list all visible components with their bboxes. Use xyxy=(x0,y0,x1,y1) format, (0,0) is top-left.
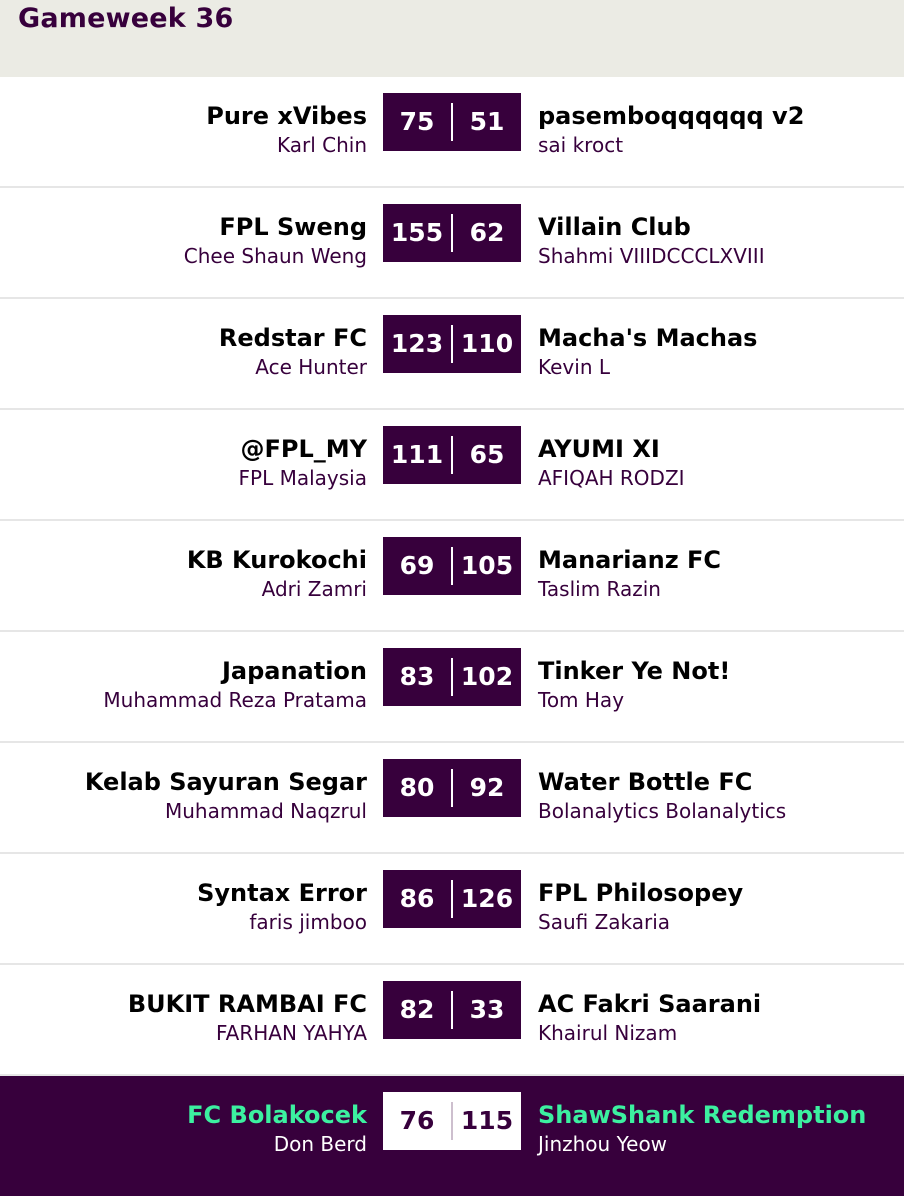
away-score: 65 xyxy=(469,440,505,469)
fixture-row[interactable] xyxy=(0,854,904,965)
home-score: 80 xyxy=(399,773,435,802)
home-manager-name: Ace Hunter xyxy=(255,355,367,379)
fixture-row[interactable] xyxy=(0,743,904,854)
home-team[interactable] xyxy=(37,1100,367,1158)
away-manager-name: Khairul Nizam xyxy=(538,1021,678,1045)
away-score: 115 xyxy=(460,1106,514,1135)
away-manager-name: Jinzhou Yeow xyxy=(538,1132,668,1156)
score-divider xyxy=(451,1102,453,1140)
fixture-row[interactable] xyxy=(0,965,904,1076)
fixture-row[interactable] xyxy=(0,410,904,521)
page-title: Gameweek 36 xyxy=(18,3,234,34)
score-box xyxy=(383,315,521,373)
away-team-name: Villain Club xyxy=(538,213,691,241)
home-score: 86 xyxy=(399,884,435,913)
home-score: 76 xyxy=(399,1106,435,1135)
away-team-name: AYUMI XI xyxy=(538,435,660,463)
home-manager-name: Chee Shaun Weng xyxy=(183,244,367,268)
away-score: 51 xyxy=(469,107,505,136)
home-team-name: Kelab Sayuran Segar xyxy=(84,768,367,796)
away-manager-name: Shahmi VIIIDCCCLXVIII xyxy=(538,244,765,268)
score-box xyxy=(383,648,521,706)
home-manager-name: FPL Malaysia xyxy=(238,466,367,490)
away-team-name: ShawShank Redemption xyxy=(538,1101,867,1129)
away-manager-name: AFIQAH RODZI xyxy=(538,466,685,490)
fixture-row[interactable] xyxy=(0,632,904,743)
home-team-name: Redstar FC xyxy=(218,324,367,352)
home-team[interactable] xyxy=(37,656,367,714)
score-box xyxy=(383,870,521,928)
score-box xyxy=(383,93,521,151)
home-manager-name: faris jimboo xyxy=(249,910,367,934)
away-score: 110 xyxy=(460,329,514,358)
fixture-row-highlighted[interactable] xyxy=(0,1076,904,1196)
away-team-name: Macha's Machas xyxy=(538,324,758,352)
home-team-name: @FPL_MY xyxy=(240,435,367,463)
away-team[interactable] xyxy=(538,767,868,825)
score-box xyxy=(383,981,521,1039)
away-score: 126 xyxy=(460,884,514,913)
home-team-name: Japanation xyxy=(221,657,367,685)
home-score: 75 xyxy=(399,107,435,136)
away-team-name: AC Fakri Saarani xyxy=(538,990,762,1018)
away-team[interactable] xyxy=(538,1100,868,1158)
fixture-row[interactable] xyxy=(0,188,904,299)
away-team[interactable] xyxy=(538,989,868,1047)
home-team[interactable] xyxy=(37,212,367,270)
home-team-name: Syntax Error xyxy=(197,879,367,907)
home-score: 82 xyxy=(399,995,435,1024)
home-score: 69 xyxy=(399,551,435,580)
away-team-name: Manarianz FC xyxy=(538,546,722,574)
away-manager-name: sai kroct xyxy=(538,133,624,157)
home-score: 123 xyxy=(390,329,444,358)
home-manager-name: Don Berd xyxy=(273,1132,367,1156)
away-team[interactable] xyxy=(538,212,868,270)
home-team[interactable] xyxy=(37,767,367,825)
away-team[interactable] xyxy=(538,878,868,936)
score-box xyxy=(383,426,521,484)
away-team[interactable] xyxy=(538,434,868,492)
away-team-name: Tinker Ye Not! xyxy=(538,657,731,685)
away-score: 62 xyxy=(469,218,505,247)
page-header xyxy=(0,0,904,77)
fixture-row[interactable] xyxy=(0,521,904,632)
fixture-row[interactable] xyxy=(0,77,904,188)
home-team[interactable] xyxy=(37,989,367,1047)
home-team-name: KB Kurokochi xyxy=(186,546,367,574)
away-team-name: Water Bottle FC xyxy=(538,768,753,796)
away-manager-name: Tom Hay xyxy=(538,688,625,712)
home-team[interactable] xyxy=(37,101,367,159)
away-score: 92 xyxy=(469,773,505,802)
away-team[interactable] xyxy=(538,656,868,714)
away-team[interactable] xyxy=(538,323,868,381)
home-team-name: FC Bolakocek xyxy=(187,1101,367,1129)
home-team-name: Pure xVibes xyxy=(206,102,367,130)
score-box xyxy=(383,537,521,595)
away-team[interactable] xyxy=(538,545,868,603)
away-manager-name: Kevin L xyxy=(538,355,610,379)
home-team[interactable] xyxy=(37,434,367,492)
home-team-name: FPL Sweng xyxy=(219,213,367,241)
home-manager-name: Muhammad Naqzrul xyxy=(164,799,367,823)
away-manager-name: Taslim Razin xyxy=(538,577,661,601)
home-score: 111 xyxy=(390,440,444,469)
score-box xyxy=(383,1092,521,1150)
home-team-name: BUKIT RAMBAI FC xyxy=(127,990,367,1018)
away-score: 102 xyxy=(460,662,514,691)
home-score: 155 xyxy=(390,218,444,247)
home-manager-name: Adri Zamri xyxy=(261,577,367,601)
away-score: 105 xyxy=(460,551,514,580)
score-box xyxy=(383,759,521,817)
score-box xyxy=(383,204,521,262)
away-team[interactable] xyxy=(538,101,868,159)
home-manager-name: Muhammad Reza Pratama xyxy=(103,688,367,712)
fixture-list xyxy=(0,77,904,1196)
away-team-name: pasemboqqqqqq v2 xyxy=(538,102,805,130)
home-team[interactable] xyxy=(37,323,367,381)
away-manager-name: Bolanalytics Bolanalytics xyxy=(538,799,787,823)
home-score: 83 xyxy=(399,662,435,691)
home-manager-name: Karl Chin xyxy=(276,133,367,157)
fixture-row[interactable] xyxy=(0,299,904,410)
away-team-name: FPL Philosopey xyxy=(538,879,744,907)
away-manager-name: Saufi Zakaria xyxy=(538,910,671,934)
home-manager-name: FARHAN YAHYA xyxy=(215,1021,367,1045)
away-score: 33 xyxy=(469,995,505,1024)
home-team[interactable] xyxy=(37,545,367,603)
home-team[interactable] xyxy=(37,878,367,936)
